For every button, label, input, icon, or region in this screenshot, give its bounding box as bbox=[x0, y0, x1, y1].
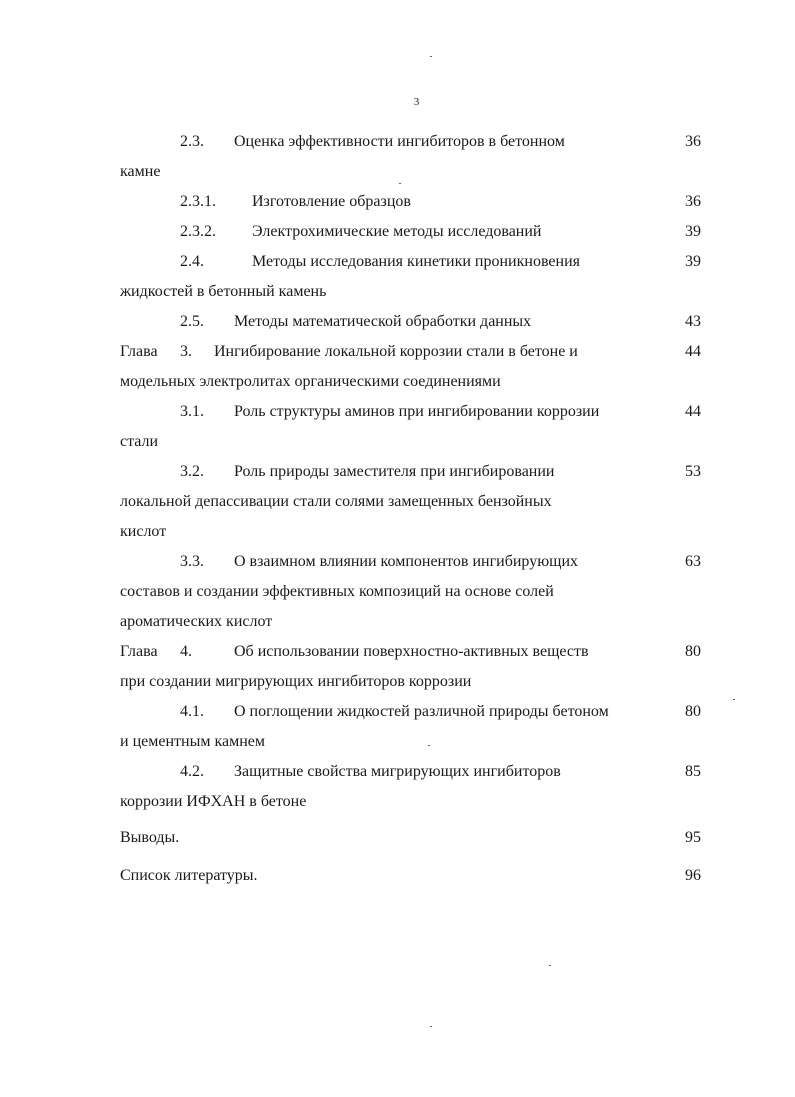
toc-entry-title: Методы математической обработки данных bbox=[234, 313, 532, 330]
toc-entry-number: 4.2. bbox=[180, 763, 204, 780]
scan-speck bbox=[549, 965, 551, 966]
scan-speck bbox=[399, 183, 401, 184]
page-number: 3 bbox=[413, 96, 420, 108]
toc-page-number: 44 bbox=[685, 343, 701, 360]
toc-entry-title: Ингибирование локальной коррозии стали в бетоне и bbox=[214, 343, 578, 360]
scan-speck bbox=[428, 745, 430, 746]
toc-entry-title: Электрохимические методы исследований bbox=[252, 223, 542, 240]
toc-entry-title: О поглощении жидкостей различной природы бетоном bbox=[234, 703, 609, 720]
toc-entry-continuation: локальной депассивации стали солями замещенных бензойных bbox=[120, 493, 552, 510]
toc-entry-title: Роль природы заместителя при ингибировании bbox=[234, 463, 555, 480]
toc-chapter-prefix: Глава bbox=[120, 643, 158, 660]
toc-page-number: 39 bbox=[685, 223, 701, 240]
toc-entry-number: 2.3. bbox=[180, 133, 204, 150]
toc-entry-continuation: при создании мигрирующих ингибиторов коррозии bbox=[120, 673, 472, 690]
toc-page-number: 95 bbox=[685, 829, 701, 846]
toc-page-number: 63 bbox=[685, 553, 701, 570]
toc-entry-number: 3. bbox=[180, 343, 192, 360]
toc-chapter-prefix: Глава bbox=[120, 343, 158, 360]
toc-entry-number: 3.2. bbox=[180, 463, 204, 480]
toc-page-number: 43 bbox=[685, 313, 701, 330]
toc-entry-continuation: жидкостей в бетонный камень bbox=[120, 283, 327, 300]
toc-page-number: 39 bbox=[685, 253, 701, 270]
toc-page-number: 53 bbox=[685, 463, 701, 480]
toc-entry-title: Изготовление образцов bbox=[252, 193, 411, 210]
toc-entry-continuation: и цементным камнем bbox=[120, 733, 265, 750]
toc-page-number: 80 bbox=[685, 703, 701, 720]
scan-speck bbox=[430, 1026, 432, 1027]
toc-entry-continuation: ароматических кислот bbox=[120, 613, 273, 630]
toc-entry-title: Роль структуры аминов при ингибировании коррозии bbox=[234, 403, 600, 420]
toc-entry-number: 4. bbox=[180, 643, 192, 660]
toc-page-number: 36 bbox=[685, 193, 701, 210]
toc-entry-continuation: коррозии ИФХАН в бетоне bbox=[120, 793, 307, 810]
scan-speck bbox=[733, 699, 735, 700]
toc-entry-title: Методы исследования кинетики проникновения bbox=[252, 253, 580, 270]
toc-entry-continuation: кислот bbox=[120, 523, 167, 540]
toc-entry-number: 2.4. bbox=[180, 253, 204, 270]
toc-entry-number: 4.1. bbox=[180, 703, 204, 720]
toc-entry-title: Выводы. bbox=[120, 829, 180, 846]
toc-entry-title: Список литературы. bbox=[120, 867, 258, 884]
toc-entry-number: 3.1. bbox=[180, 403, 204, 420]
toc-page-number: 96 bbox=[685, 867, 701, 884]
toc-entry-title: О взаимном влиянии компонентов ингибирующих bbox=[234, 553, 579, 570]
toc-entry-continuation: модельных электролитах органическими соединениями bbox=[120, 373, 501, 390]
toc-entry-continuation: камне bbox=[120, 163, 161, 180]
toc-entry-number: 3.3. bbox=[180, 553, 204, 570]
toc-entry-number: 2.3.1. bbox=[180, 193, 216, 210]
toc-entry-title: Защитные свойства мигрирующих ингибиторов bbox=[234, 763, 561, 780]
toc-page-number: 85 bbox=[685, 763, 701, 780]
toc-entry-title: Об использовании поверхностно-активных веществ bbox=[234, 643, 589, 660]
toc-entry-number: 2.3.2. bbox=[180, 223, 216, 240]
toc-entry-continuation: составов и создании эффективных композиций на основе солей bbox=[120, 583, 554, 600]
toc-entry-continuation: стали bbox=[120, 433, 159, 450]
toc-page-number: 36 bbox=[685, 133, 701, 150]
toc-entry-number: 2.5. bbox=[180, 313, 204, 330]
toc-entry-title: Оценка эффективности ингибиторов в бетонном bbox=[234, 133, 565, 150]
scan-speck bbox=[430, 56, 432, 57]
toc-page-number: 80 bbox=[685, 643, 701, 660]
toc-page-number: 44 bbox=[685, 403, 701, 420]
